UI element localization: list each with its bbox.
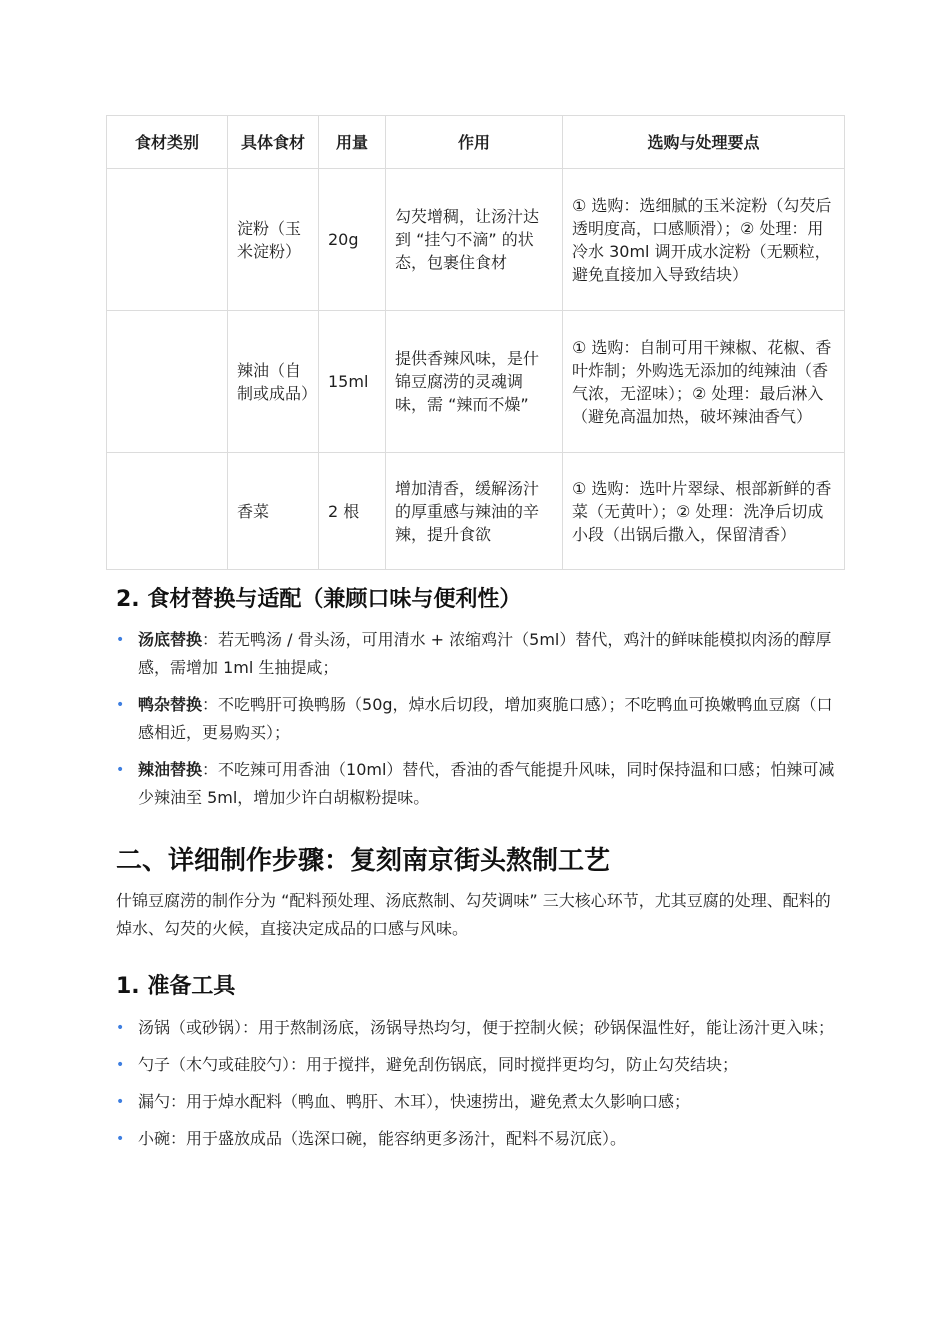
header-amount: 用量 xyxy=(319,116,386,169)
header-role: 作用 xyxy=(386,116,563,169)
list-item-label: 鸭杂替换 xyxy=(138,695,203,714)
list-item-text: ：不吃辣可用香油（10ml）替代，香油的香气能提升风味，同时保持温和口感；怕辣可减少辣油至 5ml，增加少许白胡椒粉提味。 xyxy=(138,760,835,807)
table-row xyxy=(107,169,845,311)
tools-list xyxy=(116,1014,836,1153)
cell-amount: 15ml xyxy=(319,311,386,453)
cell-tips: ① 选购：选叶片翠绿、根部新鲜的香菜（无黄叶）；② 处理：洗净后切成小段（出锅后撒入，保留清香） xyxy=(563,453,845,570)
cell-tips: ① 选购：选细腻的玉米淀粉（勾芡后透明度高，口感顺滑）；② 处理：用冷水 30ml 调开成水淀粉（无颗粒，避免直接加入导致结块） xyxy=(563,169,845,311)
list-item-text: 汤锅（或砂锅）：用于熬制汤底，汤锅导热均匀，便于控制火候；砂锅保温性好，能让汤汁更入味； xyxy=(138,1018,835,1037)
list-item-label: 汤底替换 xyxy=(138,630,203,649)
ingredient-table xyxy=(106,115,845,570)
cell-role: 增加清香，缓解汤汁的厚重感与辣油的辛辣，提升食欲 xyxy=(386,453,563,570)
cell-category xyxy=(107,453,228,570)
bullet-icon: • xyxy=(116,697,125,713)
cell-tips: ① 选购：自制可用干辣椒、花椒、香叶炸制；外购选无添加的纯辣油（香气浓，无涩味）；② 处理：最后淋入（避免高温加热，破坏辣油香气） xyxy=(563,311,845,453)
bullet-icon: • xyxy=(116,632,125,648)
list-item-text: 小碗：用于盛放成品（选深口碗，能容纳更多汤汁，配料不易沉底）。 xyxy=(138,1129,627,1148)
bullet-icon: • xyxy=(116,1057,125,1073)
list-item-text: 漏勺：用于焯水配料（鸭血、鸭肝、木耳），快速捞出，避免煮太久影响口感； xyxy=(138,1092,691,1111)
cell-amount: 20g xyxy=(319,169,386,311)
bullet-icon: • xyxy=(116,762,125,778)
list-item-text: ：不吃鸭肝可换鸭肠（50g，焯水后切段，增加爽脆口感）；不吃鸭血可换嫩鸭血豆腐（口感相近，更易购买）； xyxy=(138,695,833,742)
section-heading-replacement: 2. 食材替换与适配（兼顾口味与便利性） xyxy=(116,587,522,612)
list-item xyxy=(116,626,836,682)
cell-category xyxy=(107,311,228,453)
bullet-icon: • xyxy=(116,1131,125,1147)
list-item xyxy=(116,1014,836,1042)
cell-role: 勾芡增稠，让汤汁达到 “挂勺不滴” 的状态，包裹住食材 xyxy=(386,169,563,311)
cell-amount: 2 根 xyxy=(319,453,386,570)
list-item xyxy=(116,756,836,812)
table-row xyxy=(107,311,845,453)
list-item-label: 辣油替换 xyxy=(138,760,203,779)
cell-ingredient: 香菜 xyxy=(228,453,319,570)
table-row xyxy=(107,453,845,570)
list-item-text: ：若无鸭汤 / 骨头汤，可用清水 + 浓缩鸡汁（5ml）替代，鸡汁的鲜味能模拟肉汤的醇厚感，需增加 1ml 生抽提咸； xyxy=(138,630,832,677)
list-item xyxy=(116,1125,836,1153)
cell-role: 提供香辣风味，是什锦豆腐涝的灵魂调味，需 “辣而不燥” xyxy=(386,311,563,453)
cell-category xyxy=(107,169,228,311)
cell-ingredient: 辣油（自制或成品） xyxy=(228,311,319,453)
replacement-list xyxy=(116,626,836,812)
header-ingredient: 具体食材 xyxy=(228,116,319,169)
bullet-icon: • xyxy=(116,1094,125,1110)
list-item xyxy=(116,691,836,747)
section-heading-steps: 二、详细制作步骤：复刻南京街头熬制工艺 xyxy=(116,846,611,876)
list-item xyxy=(116,1051,836,1079)
list-item xyxy=(116,1088,836,1116)
cell-ingredient: 淀粉（玉米淀粉） xyxy=(228,169,319,311)
table-header-row xyxy=(107,116,845,169)
section-heading-tools: 1. 准备工具 xyxy=(116,974,236,999)
bullet-icon: • xyxy=(116,1020,125,1036)
steps-intro-paragraph: 什锦豆腐涝的制作分为 “配料预处理、汤底熬制、勾芡调味” 三大核心环节，尤其豆腐的处理、配料的焯水、勾芡的火候，直接决定成品的口感与风味。 xyxy=(116,891,831,938)
header-tips: 选购与处理要点 xyxy=(563,116,845,169)
list-item-text: 勺子（木勺或硅胶勺）：用于搅拌，避免刮伤锅底，同时搅拌更均匀，防止勾芡结块； xyxy=(138,1055,739,1074)
header-category: 食材类别 xyxy=(107,116,228,169)
